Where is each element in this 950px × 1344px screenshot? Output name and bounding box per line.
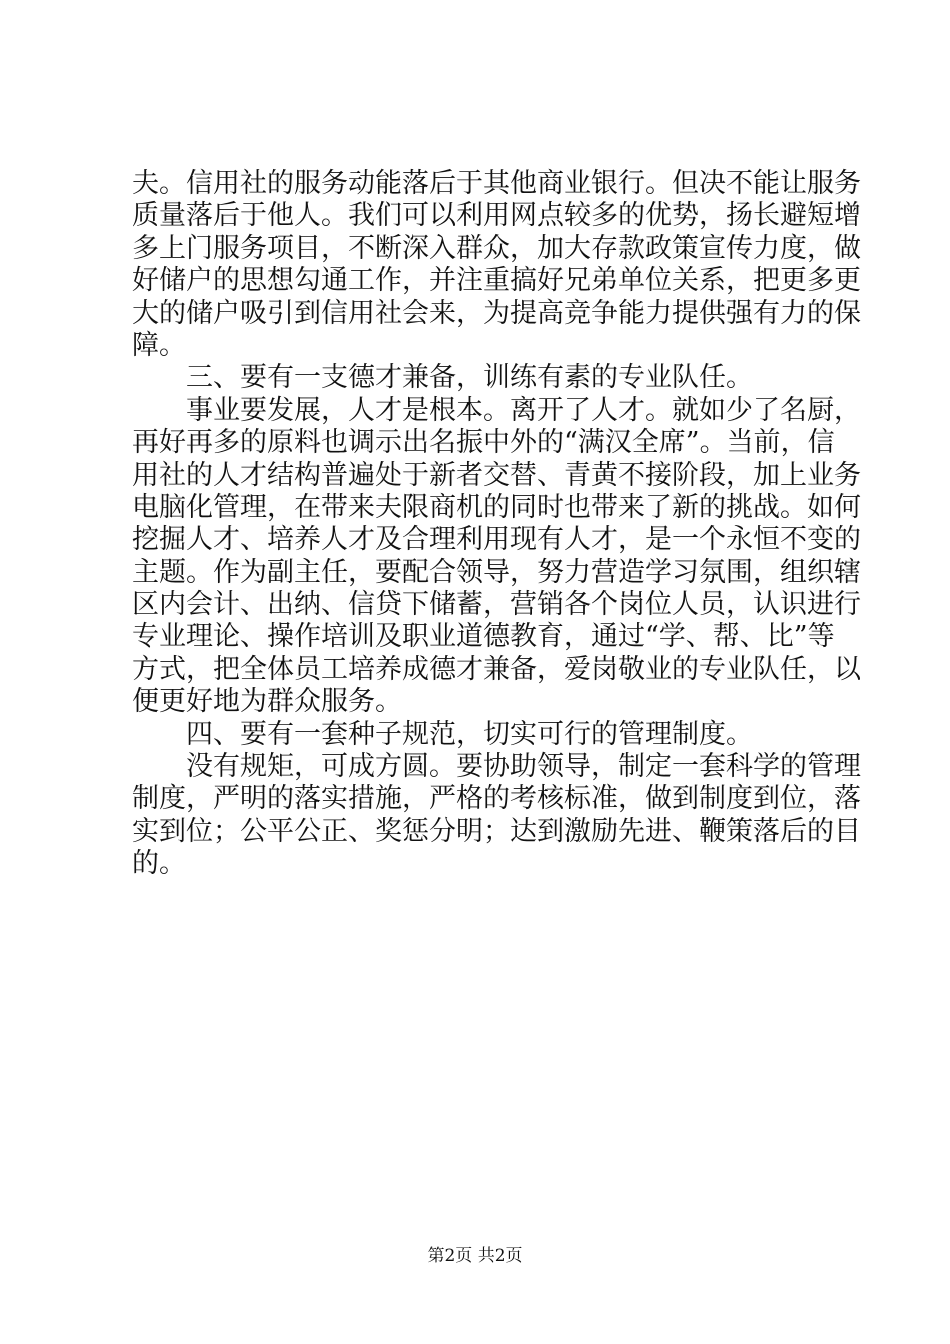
section-heading: 四、要有一套种子规范，切实可行的管理制度。 — [186, 718, 753, 750]
text-line: 区内会计、出纳、信贷下储蓄，营销各个岗位人员，认识进行 — [132, 589, 861, 621]
text-line: 质量落后于他人。我们可以利用网点较多的优势，扬长避短增 — [132, 200, 861, 232]
text-line: 多上门服务项目，不断深入群众，加大存款政策宣传力度，做 — [132, 232, 861, 264]
text-line: 实到位；公平公正、奖惩分明；达到激励先进、鞭策落后的目 — [132, 815, 861, 847]
section-heading: 三、要有一支德才兼备，训练有素的专业队任。 — [186, 362, 753, 394]
text-line: 好储户的思想勾通工作，并注重搞好兄弟单位关系，把更多更 — [132, 265, 861, 297]
text-line: 的。 — [132, 848, 186, 880]
text-line: 大的储户吸引到信用社会来，为提高竞争能力提供强有力的保 — [132, 297, 861, 329]
text-line: 电脑化管理，在带来夫限商机的同时也带来了新的挑战。如何 — [132, 491, 861, 523]
text-line: 障。 — [132, 329, 186, 361]
text-line: 便更好地为群众服务。 — [132, 686, 402, 718]
text-line: 主题。作为副主任，要配合领导，努力营造学习氛围，组织辖 — [132, 556, 861, 588]
text-line: 挖掘人才、培养人才及合理利用现有人才，是一个永恒不变的 — [132, 524, 861, 556]
page-number: 第2页 共2页 — [427, 1246, 523, 1266]
text-line: 事业要发展，人才是根本。离开了人才。就如少了名厨， — [186, 394, 861, 426]
text-line: 专业理论、操作培训及职业道德教育，通过“学、帮、比”等 — [132, 621, 835, 653]
text-line: 再好再多的原料也调示出名振中外的“满汉全席”。当前，信 — [132, 427, 835, 459]
document-body — [132, 168, 861, 881]
text-line: 夫。信用社的服务动能落后于其他商业银行。但决不能让服务 — [132, 168, 861, 199]
text-line: 用社的人才结构普遍处于新者交替、青黄不接阶段，加上业务 — [132, 459, 861, 491]
text-line: 没有规矩，可成方圆。要协助领导，制定一套科学的管理 — [186, 751, 861, 783]
text-line: 方式，把全体员工培养成德才兼备，爱岗敬业的专业队任，以 — [132, 653, 861, 685]
text-line: 制度，严明的落实措施，严格的考核标准，做到制度到位，落 — [132, 783, 861, 815]
